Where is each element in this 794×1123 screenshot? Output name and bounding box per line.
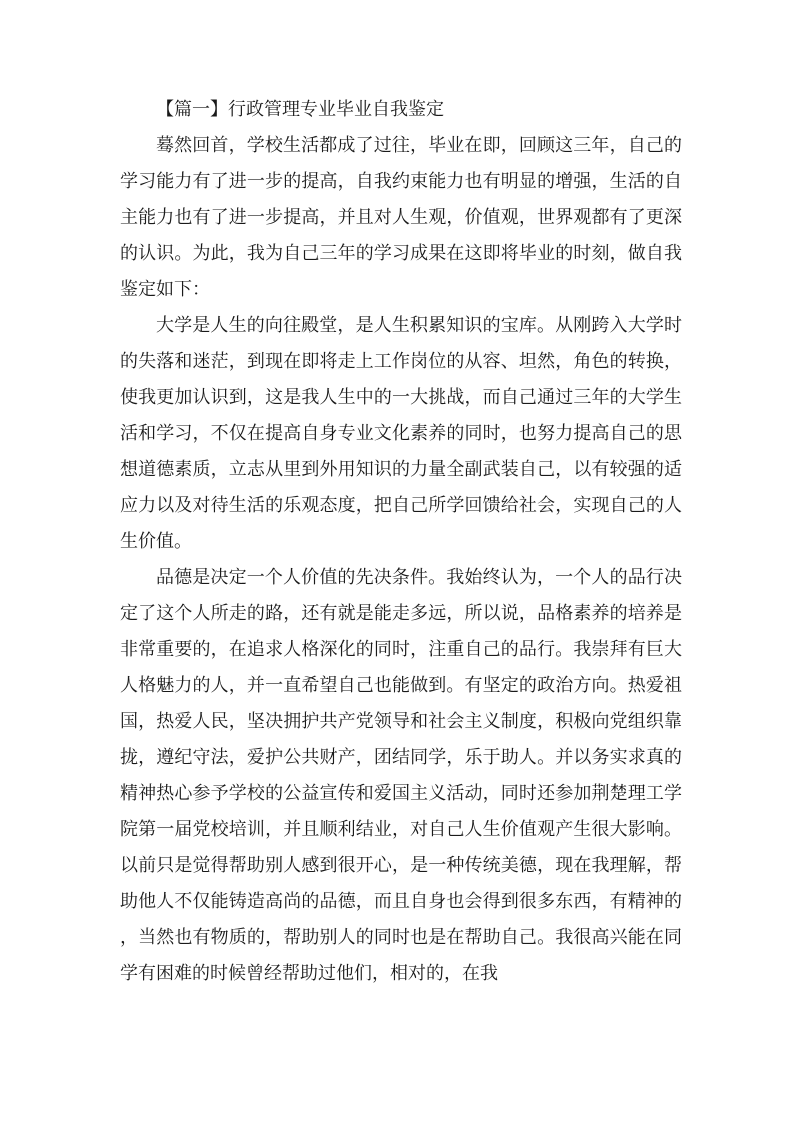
paragraph-character: 品德是决定一个人价值的先决条件。我始终认为，一个人的品行决定了这个人所走的路，还有就是能走多远，所以说，品格素养的培养是非常重要的，在追求人格深化的同时，注重自己的品行。我崇拜有巨大人格魅力的人，并一直希望自己也能做到。有坚定的政治方向。热爱祖国，热爱人民，坚决拥护共产党领导和社会主义制度，积极向党组织靠拢，遵纪守法，爱护公共财产，团结同学，乐于助人。并以务实求真的精神热心参予学校的公益宣传和爱国主义活动，同时还参加荆楚理工学院第一届党校培训，并且顺利结业，对自己人生价值观产生很大影响。以前只是觉得帮助别人感到很开心，是一种传统美德，现在我理解，帮助他人不仅能铸造高尚的品德，而且自身也会得到很多东西，有精神的，当然也有物质的，帮助别人的同时也是在帮助自己。我很高兴能在同学有困难的时候曾经帮助过他们，相对的，在我 xyxy=(120,567,682,984)
paragraph-university: 大学是人生的向往殿堂，是人生积累知识的宝库。从刚跨入大学时的失落和迷茫，到现在即将走上工作岗位的从容、坦然，角色的转换，使我更加认识到，这是我人生中的一大挑战，而自己通过三年的大学生活和学习，不仅在提高自身专业文化素养的同时，也努力提高自己的思想道德素质，立志从里到外用知识的力量全副武装自己，以有较强的适应力以及对待生活的乐观态度，把自己所学回馈给社会，实现自己的人生价值。 xyxy=(120,315,682,552)
document-title: 【篇一】行政管理专业毕业自我鉴定 xyxy=(156,99,444,120)
paragraph-intro: 蓦然回首，学校生活都成了过往，毕业在即，回顾这三年，自己的学习能力有了进一步的提高，自我约束能力也有明显的增强，生活的自主能力也有了进一步提高，并且对人生观，价值观，世界观都有了更深的认识。为此，我为自己三年的学习成果在这即将毕业的时刻，做自我鉴定如下： xyxy=(120,135,682,300)
document-body xyxy=(120,92,682,992)
